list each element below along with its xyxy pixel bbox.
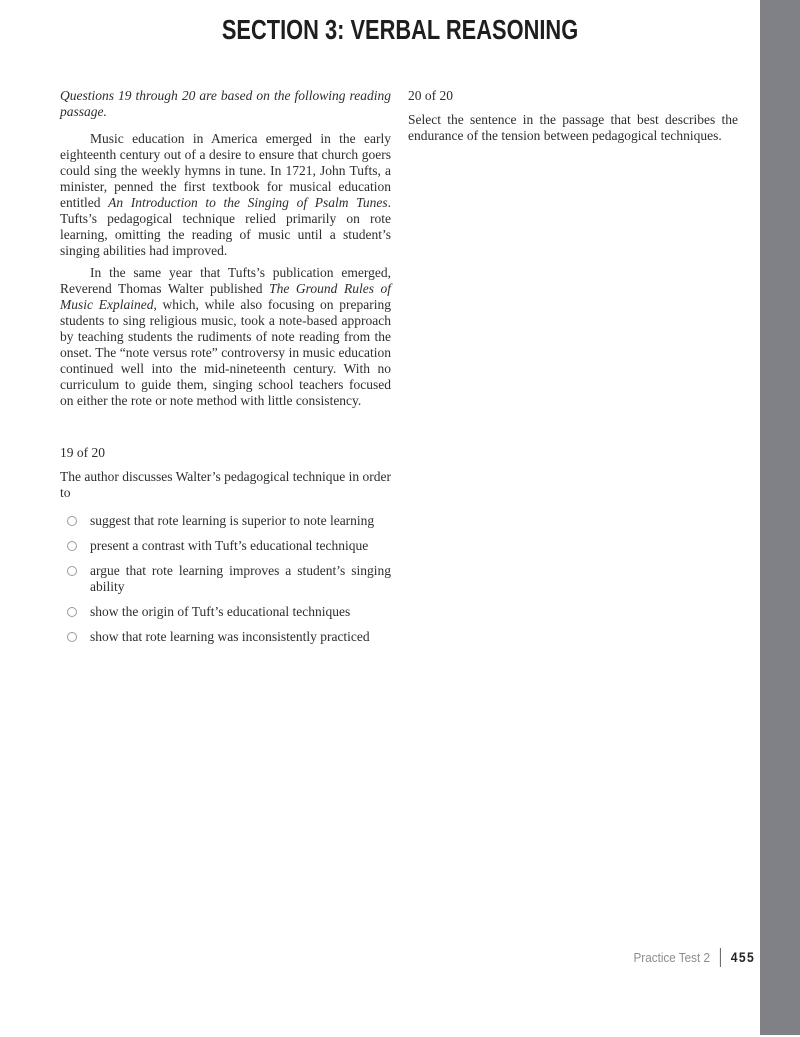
answer-option-d[interactable] [67, 604, 391, 620]
answer-option-b-label[interactable]: present a contrast with Tuft’s educational technique [90, 538, 369, 553]
passage-intro: Questions 19 through 20 are based on the following reading passage. [60, 88, 391, 119]
radio-button-icon[interactable] [67, 541, 77, 551]
answer-option-a[interactable] [67, 513, 391, 529]
answer-option-e-label[interactable]: show that rote learning was inconsistently practiced [90, 629, 370, 644]
footer-divider [720, 948, 721, 967]
answer-option-c[interactable] [67, 563, 391, 595]
answer-option-a-label[interactable]: suggest that rote learning is superior to note learning [90, 513, 375, 528]
right-column [408, 88, 738, 156]
paragraph-2-book-title: The Ground Rules of Music Explained [60, 281, 391, 312]
radio-button-icon[interactable] [67, 632, 77, 642]
answer-option-e[interactable] [67, 629, 391, 645]
paragraph-1-text-after: . Tufts’s pedagogical technique relied primarily on rote learning, omitting the reading of music until a student’s singing abilities had improved. [60, 195, 391, 258]
answer-option-c-label[interactable]: argue that rote learning improves a student’s singing ability [90, 563, 391, 594]
radio-button-icon[interactable] [67, 516, 77, 526]
question-19-options [60, 513, 391, 645]
question-19-stem: The author discusses Walter’s pedagogical technique in order to [60, 469, 391, 500]
page-edge-strip [760, 0, 800, 1035]
question-19-number: 19 of 20 [60, 445, 105, 460]
paragraph-1-text: Music education in America emerged in the early eighteenth century out of a desire to ensure that church goers could sing the weekly hymns in tune. In 1721, John Tufts, a minister, penned the first textbook for musical education entitled [60, 131, 391, 210]
question-20-number: 20 of 20 [408, 88, 453, 103]
left-column [60, 88, 391, 654]
radio-button-icon[interactable] [67, 607, 77, 617]
page-footer [633, 948, 755, 967]
passage-paragraph-2 [60, 265, 391, 409]
question-19-block [60, 445, 391, 645]
question-20-stem: Select the sentence in the passage that best describes the endurance of the tension between pedagogical techniques. [408, 112, 738, 143]
answer-option-d-label[interactable]: show the origin of Tuft’s educational techniques [90, 604, 351, 619]
radio-button-icon[interactable] [67, 566, 77, 576]
footer-page-number: 455 [730, 950, 755, 965]
paragraph-1-book-title: An Introduction to the Singing of Psalm Tunes [108, 195, 388, 210]
section-title: SECTION 3: VERBAL REASONING [221, 14, 579, 45]
footer-test-label: Practice Test 2 [633, 950, 710, 965]
passage-paragraph-1 [60, 131, 391, 259]
answer-option-b[interactable] [67, 538, 391, 554]
paragraph-2-text: In the same year that Tufts’s publication emerged, Reverend Thomas Walter published [60, 265, 391, 296]
paragraph-2-text-after: , which, while also focusing on preparing students to sing religious music, took a note-based approach by teaching students the rudiments of note reading from the onset. The “note versus rote” controversy in music education continued well into the mid-nineteenth century. With no curriculum to guide them, singing school teachers focused on either the rote or note method with little consistency. [60, 297, 391, 408]
